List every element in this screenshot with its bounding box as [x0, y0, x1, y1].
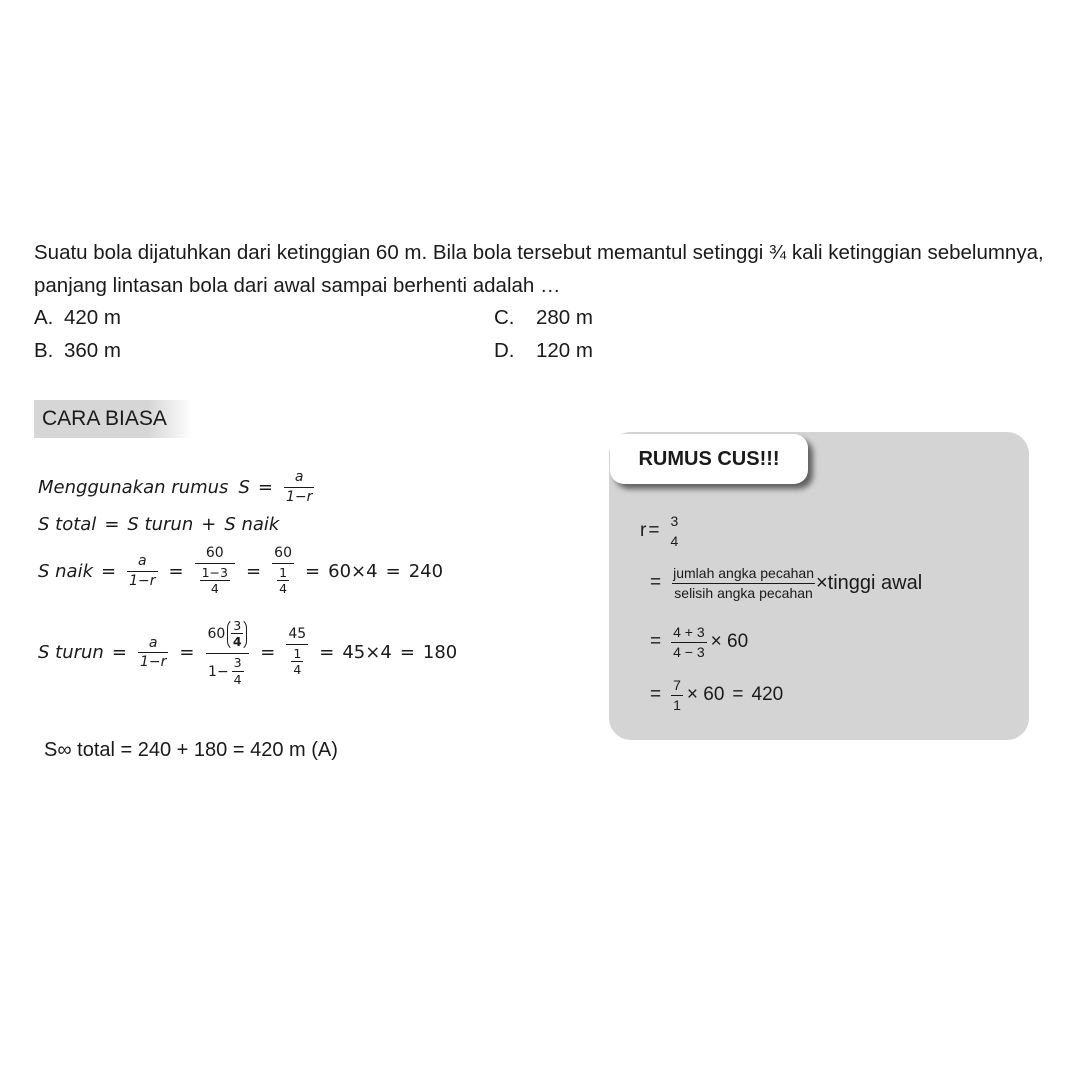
nested-fraction: [231, 619, 243, 650]
numerator: 45: [288, 626, 307, 643]
equals-sign: =: [246, 561, 262, 583]
numerator: jumlah angka pecahan: [673, 565, 814, 581]
rumus-cus-title: RUMUS CUS!!!: [610, 434, 808, 484]
nested-fraction: [277, 566, 289, 597]
substitution-line: [650, 625, 748, 659]
equals-sign: =: [732, 684, 744, 706]
cara-biasa-heading: CARA BIASA: [34, 400, 192, 438]
option-letter: A.: [34, 306, 54, 329]
option-d: [494, 339, 593, 363]
final-answer: S∞ total = 240 + 180 = 420 m (A): [44, 739, 338, 761]
nested-fraction: [291, 647, 303, 678]
denominator: 1: [673, 696, 681, 713]
numerator: 1: [279, 564, 288, 580]
total-line: [38, 514, 279, 535]
option-value: 360 m: [64, 339, 121, 362]
s-naik-line: [38, 546, 443, 597]
equals-sign: =: [305, 561, 321, 583]
denominator: selisih angka pecahan: [674, 584, 813, 601]
option-a: [34, 306, 121, 330]
question-text: Suatu bola dijatuhkan dari ketinggian 60 m. Bila bola tersebut memantul setinggi ¾ kali ketinggian sebelumnya, panjang lintasan bola dari awal sampai berhenti adalah …: [34, 241, 1044, 297]
times-sixty: × 60: [686, 684, 725, 706]
times-tinggi-awal: ×tinggi awal: [816, 571, 923, 594]
plus-sign: +: [201, 514, 217, 535]
formula-line: [38, 470, 317, 504]
fraction: [671, 566, 816, 600]
denominator: 4 − 3: [673, 643, 705, 660]
equals-sign: =: [650, 572, 662, 594]
s-turun-line: [38, 618, 457, 688]
one-minus: 1−: [208, 663, 229, 680]
nested-fraction: [232, 656, 244, 687]
s-total-label: S total: [38, 514, 97, 535]
turun-total: 180: [422, 642, 458, 664]
formula-line: [650, 566, 922, 600]
equals-sign: =: [168, 561, 184, 583]
s-turun-label: S turun: [38, 642, 104, 664]
numerator: 1−3: [201, 564, 228, 580]
r-label: r: [640, 520, 647, 542]
equals-sign: =: [399, 642, 415, 664]
numerator: 1: [293, 646, 302, 662]
equals-sign: =: [111, 642, 127, 664]
option-letter: D.: [494, 339, 515, 362]
denominator: 4: [210, 580, 219, 596]
denominator: 4: [232, 634, 242, 650]
parenthesis: [227, 618, 247, 651]
equals-sign: =: [260, 642, 276, 664]
denominator: 4: [670, 532, 679, 549]
formula-s: S: [238, 476, 250, 498]
fraction: [272, 546, 294, 597]
r-line: [640, 514, 683, 548]
numerator: 3: [233, 655, 242, 671]
denominator: 4: [293, 662, 302, 678]
option-letter: B.: [34, 339, 54, 362]
equals-sign: =: [648, 520, 660, 542]
result-line: [650, 678, 783, 712]
equals-sign: =: [101, 561, 117, 583]
numerator: 3: [670, 513, 679, 529]
equals-sign: =: [385, 561, 401, 583]
equals-sign: =: [650, 631, 662, 653]
formula-text: Menggunakan rumus: [38, 476, 229, 498]
numerator: 4 + 3: [673, 624, 705, 640]
denominator: [272, 563, 294, 597]
denominator: [206, 653, 249, 687]
fraction: [127, 554, 157, 588]
numerator: a: [294, 469, 304, 485]
denominator: 1−r: [129, 573, 156, 590]
numerator: 7: [673, 677, 681, 693]
sixty: 60: [207, 626, 226, 643]
times-sixty: × 60: [710, 631, 749, 653]
numerator: 60: [205, 545, 224, 561]
fraction: [668, 514, 680, 548]
fraction: [671, 678, 683, 712]
option-b: [34, 339, 121, 363]
numerator: 3: [233, 618, 242, 633]
numerator: a: [138, 553, 147, 570]
s-turun-label: S turun: [127, 514, 194, 535]
option-value: 120 m: [536, 339, 593, 362]
option-value: 420 m: [64, 306, 121, 329]
equals-sign: =: [257, 476, 273, 498]
equals-sign: =: [319, 642, 335, 664]
fraction: [671, 625, 707, 659]
fraction: [284, 470, 314, 504]
denominator: 1−r: [139, 654, 167, 671]
option-letter: C.: [494, 306, 515, 329]
numerator: [205, 618, 249, 653]
s-naik-label: S naik: [38, 561, 94, 583]
numerator: a: [148, 634, 158, 651]
fraction: [205, 618, 249, 688]
naik-product: 60×4: [328, 561, 378, 583]
option-c: [494, 306, 593, 330]
denominator: 1−r: [285, 488, 313, 505]
numerator: 60: [274, 545, 292, 561]
turun-product: 45×4: [342, 642, 392, 664]
result-value: 420: [751, 684, 784, 706]
nested-fraction: [200, 566, 230, 597]
s-naik-label: S naik: [224, 514, 280, 535]
equals-sign: =: [104, 514, 120, 535]
option-value: 280 m: [536, 306, 593, 329]
equals-sign: =: [179, 642, 195, 664]
naik-total: 240: [408, 561, 444, 583]
denominator: 4: [279, 580, 288, 596]
denominator: [195, 563, 235, 597]
denominator: 4: [233, 671, 242, 687]
denominator: [286, 644, 308, 678]
fraction: [195, 546, 235, 597]
fraction: [138, 636, 168, 670]
fraction: [286, 627, 308, 678]
equals-sign: =: [650, 684, 662, 706]
